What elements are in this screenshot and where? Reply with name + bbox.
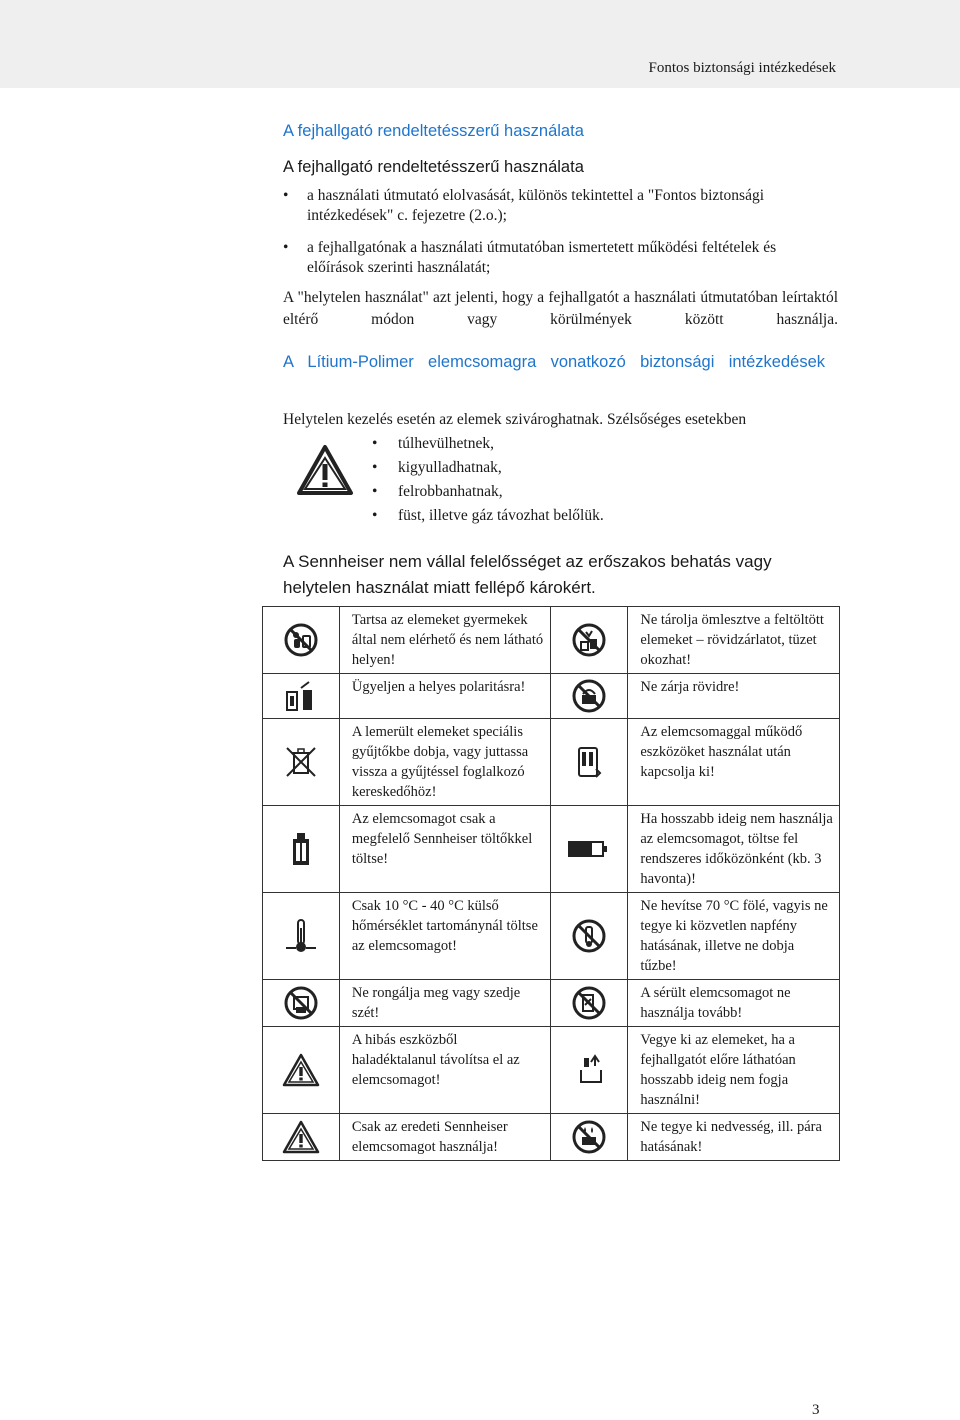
table-cell-text: Ne hevítse 70 °C fölé, vagyis ne tegye ki közvetlen napfény hatásának, illetve ne dobja tűzbe!: [628, 893, 840, 980]
list-item: • a használati útmutató elolvasását, különös tekintettel a "Fontos biztonsági intézkedések" c. fejezetre (2.o.);: [281, 186, 821, 226]
table-cell-text: A hibás eszközből haladéktalanul távolítsa el az elemcsomagot!: [339, 1027, 551, 1114]
charger-icon: [263, 806, 340, 893]
table-row: [263, 980, 840, 1027]
thermometer-icon: [263, 893, 340, 980]
battery-charge-icon: [551, 806, 628, 893]
table-row: [263, 806, 840, 893]
page-number: 3: [812, 1402, 820, 1418]
table-cell-text: Tartsa az elemeket gyermekek által nem elérhető és nem látható helyen!: [339, 607, 551, 674]
table-cell-text: Az elemcsomaggal működő eszközöket használat után kapcsolja ki!: [628, 719, 840, 806]
warning-triangle-icon: [296, 444, 354, 496]
remove-battery-icon: [551, 1027, 628, 1114]
section-title-intended-use: A fejhallgató rendeltetésszerű használata: [283, 122, 584, 140]
table-row: [263, 607, 840, 674]
list-item: • kigyulladhatnak,: [372, 456, 604, 480]
misuse-paragraph: A "helytelen használat" azt jelenti, hogy a fejhallgatót a használati útmutatóban leírtaktól eltérő módon vagy körülmények között használja.: [283, 289, 838, 328]
section-title-battery-safety: A Lítium-Polimer elemcsomagra vonatkozó biztonsági intézkedések: [283, 353, 825, 371]
polarity-icon: [263, 674, 340, 719]
no-short-circuit-icon: [551, 674, 628, 719]
header-title: Fontos biztonsági intézkedések: [648, 60, 836, 76]
table-cell-text: Az elemcsomagot csak a megfelelő Sennheiser töltőkkel töltse!: [339, 806, 551, 893]
no-damaged-battery-icon: [551, 980, 628, 1027]
table-row: [263, 719, 840, 806]
table-cell-text: Ne zárja rövidre!: [628, 674, 840, 719]
table-cell-text: Ne tárolja ömlesztve a feltöltött elemeket – rövidzárlatot, tüzet okozhat!: [628, 607, 840, 674]
table-row: [263, 893, 840, 980]
keep-away-from-children-icon: [263, 607, 340, 674]
warning-icon: [263, 1027, 340, 1114]
battery-hazard-list: [372, 432, 604, 528]
no-moisture-icon: [551, 1114, 628, 1161]
warning-icon: [263, 1114, 340, 1161]
list-item: • a fejhallgatónak a használati útmutatóban ismertetett működési feltételek és előírások szerinti használatát;: [281, 238, 821, 278]
table-cell-text: A lemerült elemeket speciális gyűjtőkbe dobja, vagy juttassa vissza a gyűjtéssel foglalkozó kereskedőhöz!: [339, 719, 551, 806]
table-cell-text: A sérült elemcsomagot ne használja tovább!: [628, 980, 840, 1027]
table-cell-text: Ne rongálja meg vagy szedje szét!: [339, 980, 551, 1027]
crossed-bin-icon: [263, 719, 340, 806]
table-cell-text: Ügyeljen a helyes polaritásra!: [339, 674, 551, 719]
table-row: [263, 1027, 840, 1114]
table-row: [263, 674, 840, 719]
list-item: • túlhevülhetnek,: [372, 432, 604, 456]
no-disassemble-icon: [263, 980, 340, 1027]
no-loose-storage-icon: [551, 607, 628, 674]
table-cell-text: Csak 10 °C - 40 °C külső hőmérséklet tartománynál töltse az elemcsomagot!: [339, 893, 551, 980]
battery-intro: Helytelen kezelés esetén az elemek szivároghatnak. Szélsőséges esetekben: [283, 411, 747, 428]
subheading-intended-use: A fejhallgató rendeltetésszerű használata: [283, 158, 584, 176]
table-cell-text: Vegye ki az elemeket, ha a fejhallgatót előre láthatóan hosszabb ideig nem fogja használni!: [628, 1027, 840, 1114]
table-row: [263, 1114, 840, 1161]
table-cell-text: Csak az eredeti Sennheiser elemcsomagot használja!: [339, 1114, 551, 1161]
switch-off-icon: [551, 719, 628, 806]
sennheiser-disclaimer: A Sennheiser nem vállal felelősséget az erőszakos behatás vagy helytelen használat miatt fellépő károkért.: [283, 552, 772, 597]
intended-use-list: [281, 186, 821, 278]
page-header: [0, 0, 960, 88]
list-item: • füst, illetve gáz távozhat belőlük.: [372, 504, 604, 528]
list-item: • felrobbanhatnak,: [372, 480, 604, 504]
table-cell-text: Ha hosszabb ideig nem használja az elemcsomagot, töltse fel rendszeres időközönként (kb. 3 havonta)!: [628, 806, 840, 893]
battery-safety-table: [262, 606, 840, 1161]
table-cell-text: Ne tegye ki nedvesség, ill. pára hatásának!: [628, 1114, 840, 1161]
no-heat-icon: [551, 893, 628, 980]
